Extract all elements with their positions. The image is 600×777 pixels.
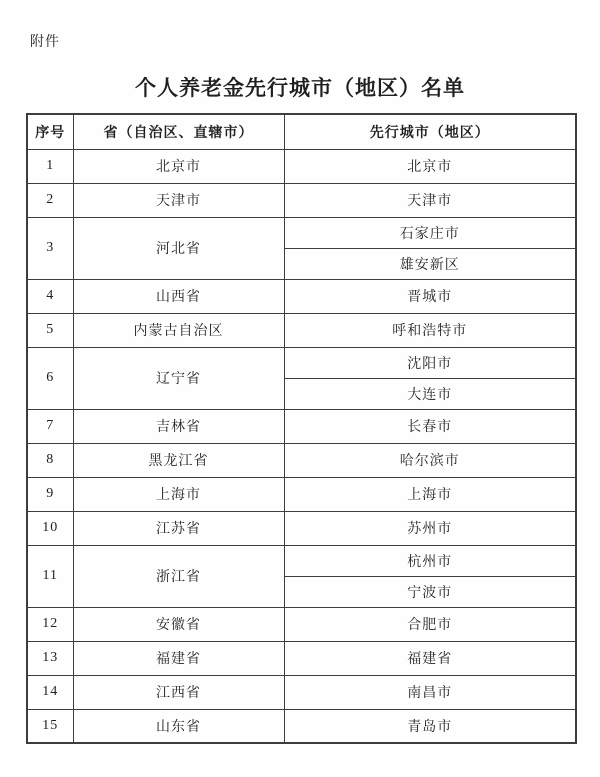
table-row (27, 511, 576, 545)
province-cell: 内蒙古自治区 (73, 313, 284, 347)
table-body (27, 149, 576, 743)
table-row (27, 183, 576, 217)
city-cell: 天津市 (284, 183, 576, 217)
header-cell-number: 序号 (27, 114, 73, 149)
table-row (27, 709, 576, 743)
city-cell: 晋城市 (284, 279, 576, 313)
table-row (27, 279, 576, 313)
city-cell: 苏州市 (284, 511, 576, 545)
city-cell: 北京市 (284, 149, 576, 183)
table-row (27, 545, 576, 576)
table-row (27, 347, 576, 378)
row-number-cell: 1 (27, 149, 73, 183)
city-cell: 南昌市 (284, 675, 576, 709)
province-cell: 辽宁省 (73, 347, 284, 409)
row-number-cell: 4 (27, 279, 73, 313)
row-number-cell: 2 (27, 183, 73, 217)
row-number-cell: 12 (27, 607, 73, 641)
row-number-cell: 14 (27, 675, 73, 709)
table-row (27, 477, 576, 511)
province-cell: 江西省 (73, 675, 284, 709)
province-cell: 安徽省 (73, 607, 284, 641)
city-cell: 大连市 (284, 378, 576, 409)
province-cell: 吉林省 (73, 409, 284, 443)
table-header-row (27, 114, 576, 149)
city-cell: 沈阳市 (284, 347, 576, 378)
province-cell: 浙江省 (73, 545, 284, 607)
city-cell: 哈尔滨市 (284, 443, 576, 477)
page-title: 个人养老金先行城市（地区）名单 (135, 76, 465, 100)
province-cell: 天津市 (73, 183, 284, 217)
attachment-label: 附件 (30, 35, 60, 50)
province-cell: 山东省 (73, 709, 284, 743)
city-cell: 雄安新区 (284, 248, 576, 279)
row-number-cell: 11 (27, 545, 73, 607)
header-cell-city: 先行城市（地区） (284, 114, 576, 149)
pilot-city-table (26, 113, 577, 744)
header-cell-province: 省（自治区、直辖市） (73, 114, 284, 149)
table-row (27, 675, 576, 709)
table-row (27, 313, 576, 347)
city-cell: 宁波市 (284, 576, 576, 607)
table-row (27, 409, 576, 443)
row-number-cell: 5 (27, 313, 73, 347)
row-number-cell: 9 (27, 477, 73, 511)
province-cell: 河北省 (73, 217, 284, 279)
province-cell: 上海市 (73, 477, 284, 511)
table-row (27, 641, 576, 675)
province-cell: 江苏省 (73, 511, 284, 545)
table-row (27, 443, 576, 477)
row-number-cell: 8 (27, 443, 73, 477)
table-row (27, 217, 576, 248)
table-row (27, 607, 576, 641)
city-cell: 石家庄市 (284, 217, 576, 248)
city-cell: 杭州市 (284, 545, 576, 576)
row-number-cell: 15 (27, 709, 73, 743)
city-cell: 呼和浩特市 (284, 313, 576, 347)
row-number-cell: 6 (27, 347, 73, 409)
province-cell: 黑龙江省 (73, 443, 284, 477)
city-cell: 上海市 (284, 477, 576, 511)
city-cell: 合肥市 (284, 607, 576, 641)
province-cell: 北京市 (73, 149, 284, 183)
row-number-cell: 10 (27, 511, 73, 545)
province-cell: 福建省 (73, 641, 284, 675)
city-cell: 长春市 (284, 409, 576, 443)
row-number-cell: 13 (27, 641, 73, 675)
row-number-cell: 3 (27, 217, 73, 279)
city-cell: 福建省 (284, 641, 576, 675)
province-cell: 山西省 (73, 279, 284, 313)
row-number-cell: 7 (27, 409, 73, 443)
table-row (27, 149, 576, 183)
city-cell: 青岛市 (284, 709, 576, 743)
